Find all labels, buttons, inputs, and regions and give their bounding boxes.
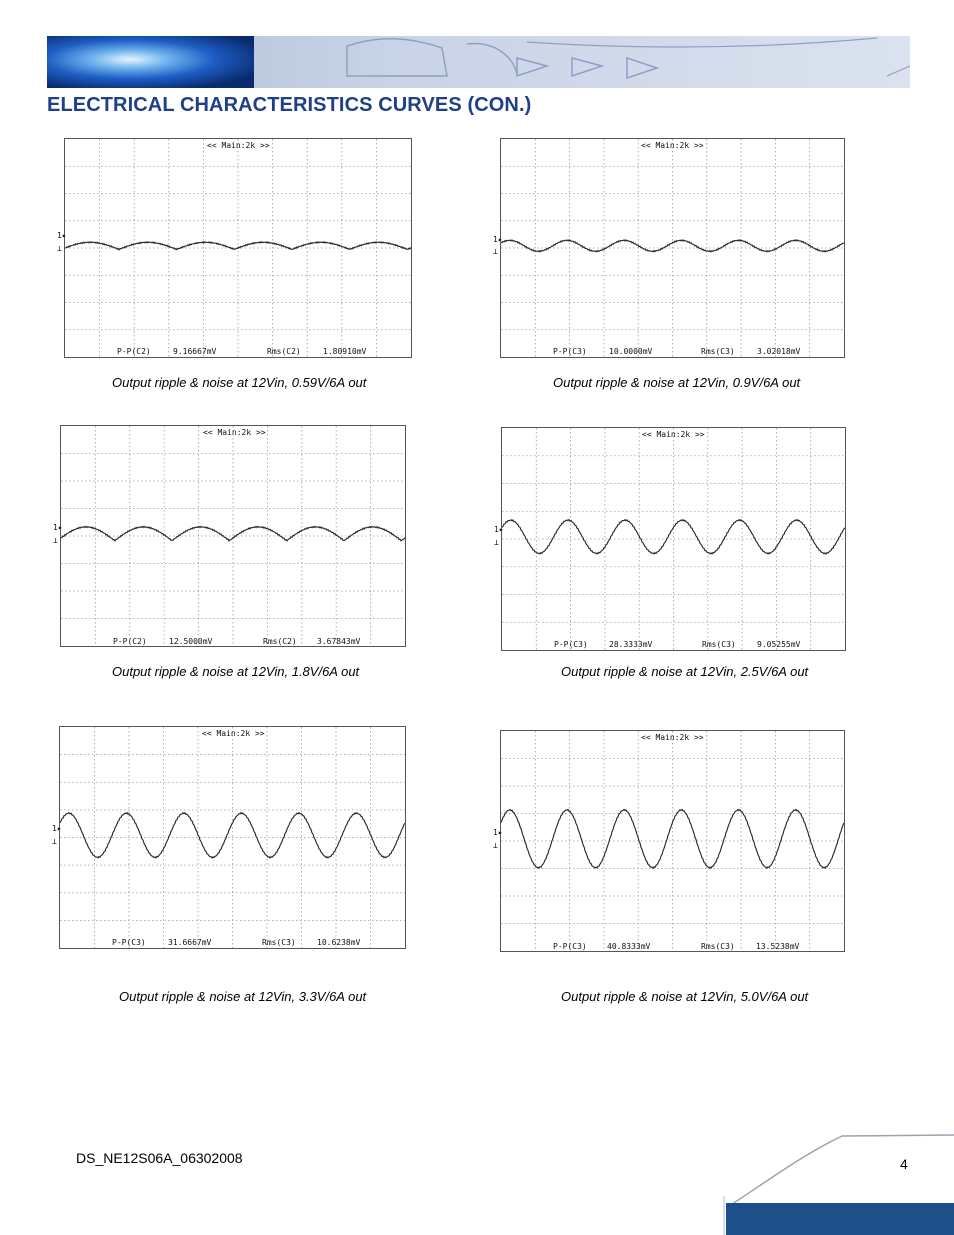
- pp-value: 10.0000mV: [609, 347, 653, 356]
- scope-grid-and-trace: [502, 428, 845, 650]
- scope-grid-and-trace: [60, 727, 405, 948]
- page-number: 4: [900, 1156, 908, 1172]
- channel-marker: 1▸: [53, 523, 63, 532]
- scope-capture-18v: [53, 425, 406, 647]
- document-id: DS_NE12S06A_06302008: [76, 1150, 243, 1166]
- rms-label: Rms(C2): [267, 347, 301, 356]
- rms-value: 3.67843mV: [317, 637, 361, 646]
- scope-header: << Main:2k >>: [641, 733, 704, 742]
- scope-capture-25v: [494, 427, 846, 651]
- caption-059v: Output ripple & noise at 12Vin, 0.59V/6A out: [112, 375, 367, 390]
- footer-corner-graphic: [722, 1130, 954, 1235]
- ground-marker: ⊥: [493, 247, 498, 256]
- caption-18v: Output ripple & noise at 12Vin, 1.8V/6A out: [112, 664, 360, 679]
- scope-capture-09v: [493, 138, 845, 358]
- scope-capture-059v: [57, 138, 412, 358]
- rms-value: 10.6238mV: [317, 938, 361, 947]
- scope-header: << Main:2k >>: [207, 141, 270, 150]
- scope-grid-and-trace: [501, 139, 844, 357]
- caption-25v: Output ripple & noise at 12Vin, 2.5V/6A out: [561, 664, 809, 679]
- pp-label: P-P(C3): [554, 640, 588, 649]
- channel-marker: 1▸: [57, 231, 67, 240]
- scope-header: << Main:2k >>: [202, 729, 265, 738]
- scope-grid-and-trace: [61, 426, 405, 646]
- pp-value: 9.16667mV: [173, 347, 217, 356]
- section-title: ELECTRICAL CHARACTERISTICS CURVES (CON.): [47, 94, 532, 116]
- rms-label: Rms(C3): [702, 640, 736, 649]
- pp-value: 40.8333mV: [607, 942, 651, 951]
- rms-value: 3.02018mV: [757, 347, 801, 356]
- footer-band: [726, 1203, 954, 1235]
- pp-label: P-P(C3): [112, 938, 146, 947]
- banner-decoration: [47, 36, 910, 88]
- caption-33v: Output ripple & noise at 12Vin, 3.3V/6A out: [119, 989, 367, 1004]
- rms-label: Rms(C2): [263, 637, 297, 646]
- channel-marker: 1▸: [493, 235, 503, 244]
- ground-marker: ⊥: [57, 244, 62, 253]
- caption-09v: Output ripple & noise at 12Vin, 0.9V/6A out: [553, 375, 801, 390]
- pp-value: 12.5000mV: [169, 637, 213, 646]
- scope-header: << Main:2k >>: [642, 430, 705, 439]
- rms-label: Rms(C3): [701, 942, 735, 951]
- pp-label: P-P(C3): [553, 347, 587, 356]
- pp-value: 31.6667mV: [168, 938, 212, 947]
- rms-value: 1.80910mV: [323, 347, 367, 356]
- channel-marker: 1▸: [493, 828, 503, 837]
- ground-marker: ⊥: [53, 536, 58, 545]
- rms-value: 13.5238mV: [756, 942, 800, 951]
- pp-label: P-P(C2): [117, 347, 151, 356]
- pp-value: 28.3333mV: [609, 640, 653, 649]
- pp-label: P-P(C2): [113, 637, 147, 646]
- caption-50v: Output ripple & noise at 12Vin, 5.0V/6A out: [561, 989, 809, 1004]
- channel-marker: 1▸: [52, 824, 62, 833]
- scope-grid-and-trace: [501, 731, 844, 951]
- ripple-trace: [501, 240, 844, 252]
- scope-capture-33v: [52, 726, 406, 949]
- header-banner: [47, 36, 910, 88]
- rms-value: 9.05255mV: [757, 640, 801, 649]
- ground-marker: ⊥: [494, 538, 499, 547]
- ground-marker: ⊥: [52, 837, 57, 846]
- channel-marker: 1▸: [494, 525, 504, 534]
- pp-label: P-P(C3): [553, 942, 587, 951]
- scope-header: << Main:2k >>: [203, 428, 266, 437]
- ripple-trace: [65, 242, 411, 250]
- rms-label: Rms(C3): [701, 347, 735, 356]
- scope-capture-50v: [493, 730, 845, 952]
- ground-marker: ⊥: [493, 841, 498, 850]
- rms-label: Rms(C3): [262, 938, 296, 947]
- scope-header: << Main:2k >>: [641, 141, 704, 150]
- scope-grid-and-trace: [65, 139, 411, 357]
